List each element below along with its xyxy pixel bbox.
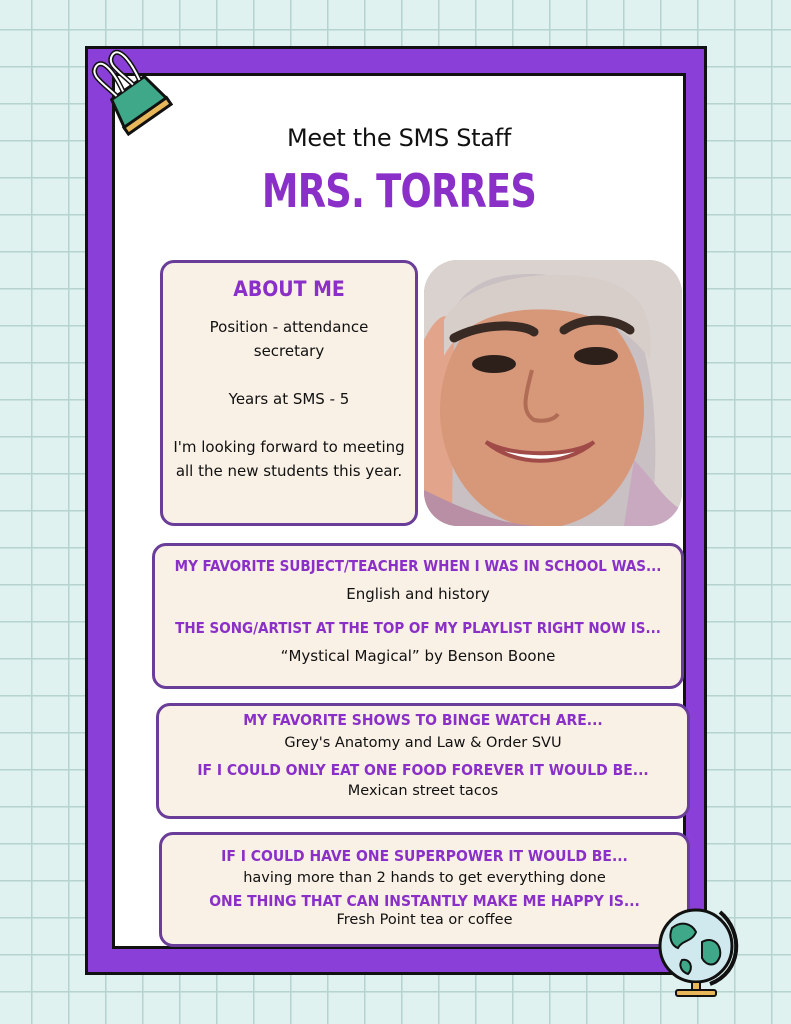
page-kicker: Meet the SMS Staff [287,124,511,152]
binder-clip-icon [80,40,176,136]
card-2-question-1: MY FAVORITE SHOWS TO BINGE WATCH ARE... [243,711,603,729]
favorites-card-2 [156,703,690,819]
card-1-question-1: MY FAVORITE SUBJECT/TEACHER WHEN I WAS IN SCHOOL WAS... [174,557,662,575]
portrait-illustration [424,260,682,526]
poster-frame [85,46,707,975]
about-me-card [160,260,418,526]
card-3-answer-1: having more than 2 hands to get everything done [243,870,606,886]
card-1-answer-1: English and history [346,585,490,603]
card-1-question-2: THE SONG/ARTIST AT THE TOP OF MY PLAYLIST RIGHT NOW IS... [175,619,661,637]
about-position: Position - attendance secretary [209,318,369,360]
globe-icon [652,902,744,998]
page-title: MRS. TORRES [261,164,537,218]
card-3-question-2: ONE THING THAT CAN INSTANTLY MAKE ME HAPPY IS... [209,892,640,910]
about-note: I'm looking forward to meeting all the new students this year. [173,438,405,480]
favorites-card-1 [152,543,684,689]
card-2-answer-2: Mexican street tacos [347,783,499,799]
about-me-body [163,315,415,483]
card-1-answer-2: “Mystical Magical” by Benson Boone [280,647,556,665]
favorites-card-3 [159,832,690,947]
card-2-answer-1: Grey's Anatomy and Law & Order SVU [284,735,562,751]
about-years: Years at SMS - 5 [228,390,350,408]
poster-paper [112,73,686,949]
about-me-heading: ABOUT ME [233,277,345,301]
staff-photo [424,260,682,526]
card-2-question-2: IF I COULD ONLY EAT ONE FOOD FOREVER IT WOULD BE... [197,761,649,779]
card-3-question-1: IF I COULD HAVE ONE SUPERPOWER IT WOULD BE... [221,847,628,865]
card-3-answer-2: Fresh Point tea or coffee [336,912,513,928]
